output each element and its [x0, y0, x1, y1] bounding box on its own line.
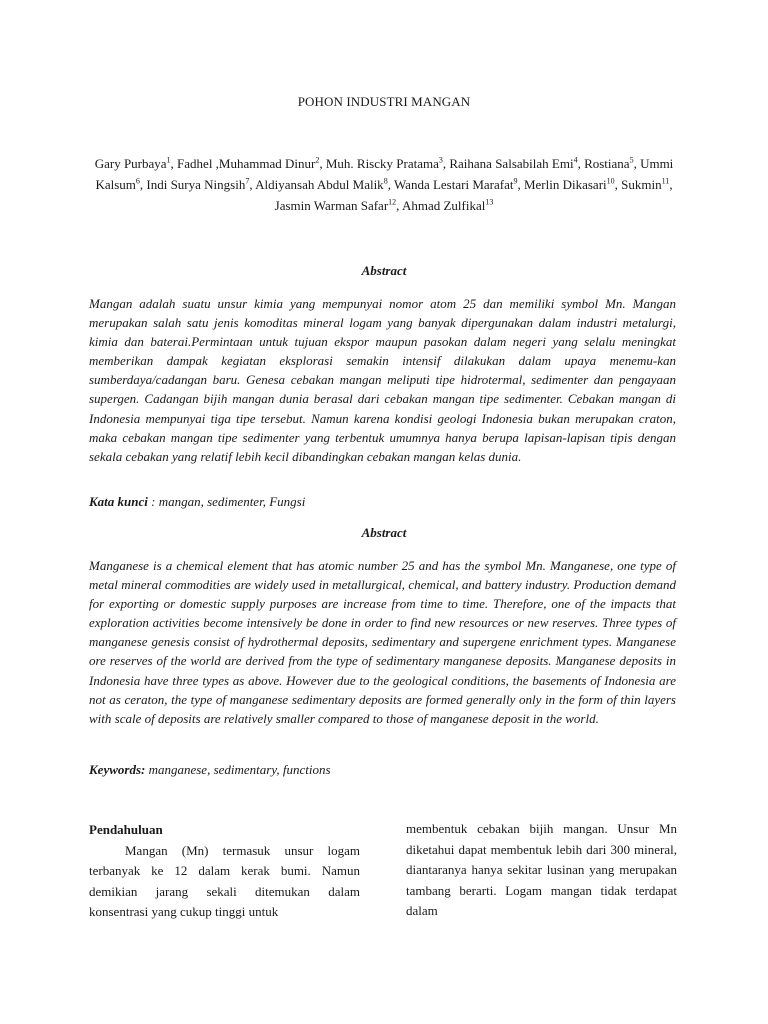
keywords-label-id: Kata kunci: [89, 494, 148, 509]
author-affiliation-marker: 12: [388, 197, 397, 207]
abstract-heading-id: Abstract: [361, 263, 407, 278]
author-affiliation-marker: 9: [513, 176, 518, 186]
author-name: Ahmad Zulfikal: [401, 198, 486, 213]
author-separator: ,: [387, 177, 394, 192]
author-separator: ,: [517, 177, 524, 192]
author-affiliation-marker: 5: [629, 155, 634, 165]
author-separator: ,: [249, 177, 256, 192]
author-affiliation-marker: 7: [245, 176, 250, 186]
author-list: [88, 153, 680, 216]
keywords-text-id: : mangan, sedimenter, Fungsi: [147, 494, 306, 509]
author-name: Raihana Salsabilah Emi: [449, 156, 574, 171]
intro-right-text: membentuk cebakan bijih mangan. Unsur Mn diketahui dapat membentuk lebih dari 300 mineral, diantaranya hanya sekitar lusinan yang merupakan tambang berarti. Logam mangan tidak terdapat dalam: [406, 821, 677, 918]
author-separator: ,: [577, 156, 585, 171]
author-separator: ,: [139, 177, 147, 192]
abstract-body-id: Mangan adalah suatu unsur kimia yang mempunyai nomor atom 25 dan memiliki symbol Mn. Mangan merupakan salah satu jenis komoditas mineral logam yang banyak dipergunakan dalam industri metalurgi, kimia dan baterai.Permintaan untuk tujuan ekspor maupun pasokan dalam negeri yang selalu meningkat memberikan dampak kegiatan eksplorasi semakin intensif dilakukan dalam upaya menemu-kan sumberdaya/cadangan baru. Genesa cebakan mangan meliputi tipe hidrotermal, sedimenter dan pengayaan supergen. Cadangan bijih mangan dunia berasal dari cebakan mangan tipe sedimenter. Cebakan mangan di Indonesia mempunyai tiga tipe tersebut. Namun karena kondisi geologi Indonesia bukan merupakan craton, maka cebakan mangan tipe sedimenter yang terbentuk umumnya hanya berupa lapisan-lapisan tipis dengan sekala cebakan yang relatif lebih kecil dibandingkan cebakan mangan kelas dunia.: [89, 296, 676, 464]
keywords-id: [89, 494, 679, 510]
intro-heading: Pendahuluan: [89, 822, 163, 837]
author-separator: ,: [614, 177, 622, 192]
keywords-label-en: Keywords:: [89, 762, 146, 777]
author-name: Rostiana: [584, 156, 630, 171]
author-name: Muh. Riscky Pratama: [325, 156, 439, 171]
keywords-text-en: manganese, sedimentary, functions: [145, 762, 331, 777]
author-affiliation-marker: 1: [166, 155, 171, 165]
author-affiliation-marker: 11: [661, 176, 670, 186]
author-name: Indi Surya Ningsih: [146, 177, 246, 192]
abstract-body-en: Manganese is a chemical element that has atomic number 25 and has the symbol Mn. Manganese, one type of metal mineral commodities are widely used in metallurgical, chemical, and battery industry. Production demand for exporting or domestic supply purposes are increase from time to time. Therefore, one of the impacts that exploration activities become intensively be done in order to find new resources or new reserves. Three types of manganese genesis consist of hydrothermal deposits, sedimentary and supergene enrichment types. Manganese ore reserves of the world are derived from the type of sedimentary manganese deposits. Manganese deposits in Indonesia have three types as above. However due to the geological conditions, the basements of Indonesia are not as ceraton, the type of manganese sedimentary deposits are formed generally only in the form of thin layers with scale of deposits are relatively smaller compared to those of manganese deposit in the world.: [89, 558, 676, 726]
author-name: Ummi Kalsum: [95, 156, 674, 192]
author-name: Fadhel ,Muhammad Dinur: [177, 156, 316, 171]
author-separator: ,: [170, 156, 178, 171]
author-separator: ,: [669, 177, 673, 192]
author-separator: ,: [633, 156, 641, 171]
author-affiliation-marker: 4: [573, 155, 578, 165]
author-affiliation-marker: 3: [438, 155, 443, 165]
author-affiliation-marker: 13: [485, 197, 494, 207]
intro-right-column: [406, 819, 677, 922]
author-affiliation-marker: 2: [315, 155, 320, 165]
author-separator: ,: [319, 156, 326, 171]
author-name: Merlin Dikasari: [523, 177, 607, 192]
author-name: Gary Purbaya: [94, 156, 167, 171]
keywords-en: [89, 762, 679, 778]
author-name: Sukmin: [621, 177, 662, 192]
author-separator: ,: [396, 198, 402, 213]
abstract-heading-en: Abstract: [361, 525, 407, 540]
author-name: Aldiyansah Abdul Malik: [255, 177, 384, 192]
intro-left-column: [89, 820, 360, 923]
author-name: Jasmin Warman Safar: [274, 198, 389, 213]
author-name: Wanda Lestari Marafat: [393, 177, 514, 192]
author-separator: ,: [442, 156, 450, 171]
author-affiliation-marker: 10: [606, 176, 615, 186]
paper-title: POHON INDUSTRI MANGAN: [297, 94, 471, 109]
author-affiliation-marker: 6: [135, 176, 140, 186]
author-affiliation-marker: 8: [383, 176, 388, 186]
intro-left-text: Mangan (Mn) termasuk unsur logam terbanyak ke 12 dalam kerak bumi. Namun demikian jarang sekali ditemukan dalam konsentrasi yang cukup tinggi untuk: [89, 842, 360, 919]
